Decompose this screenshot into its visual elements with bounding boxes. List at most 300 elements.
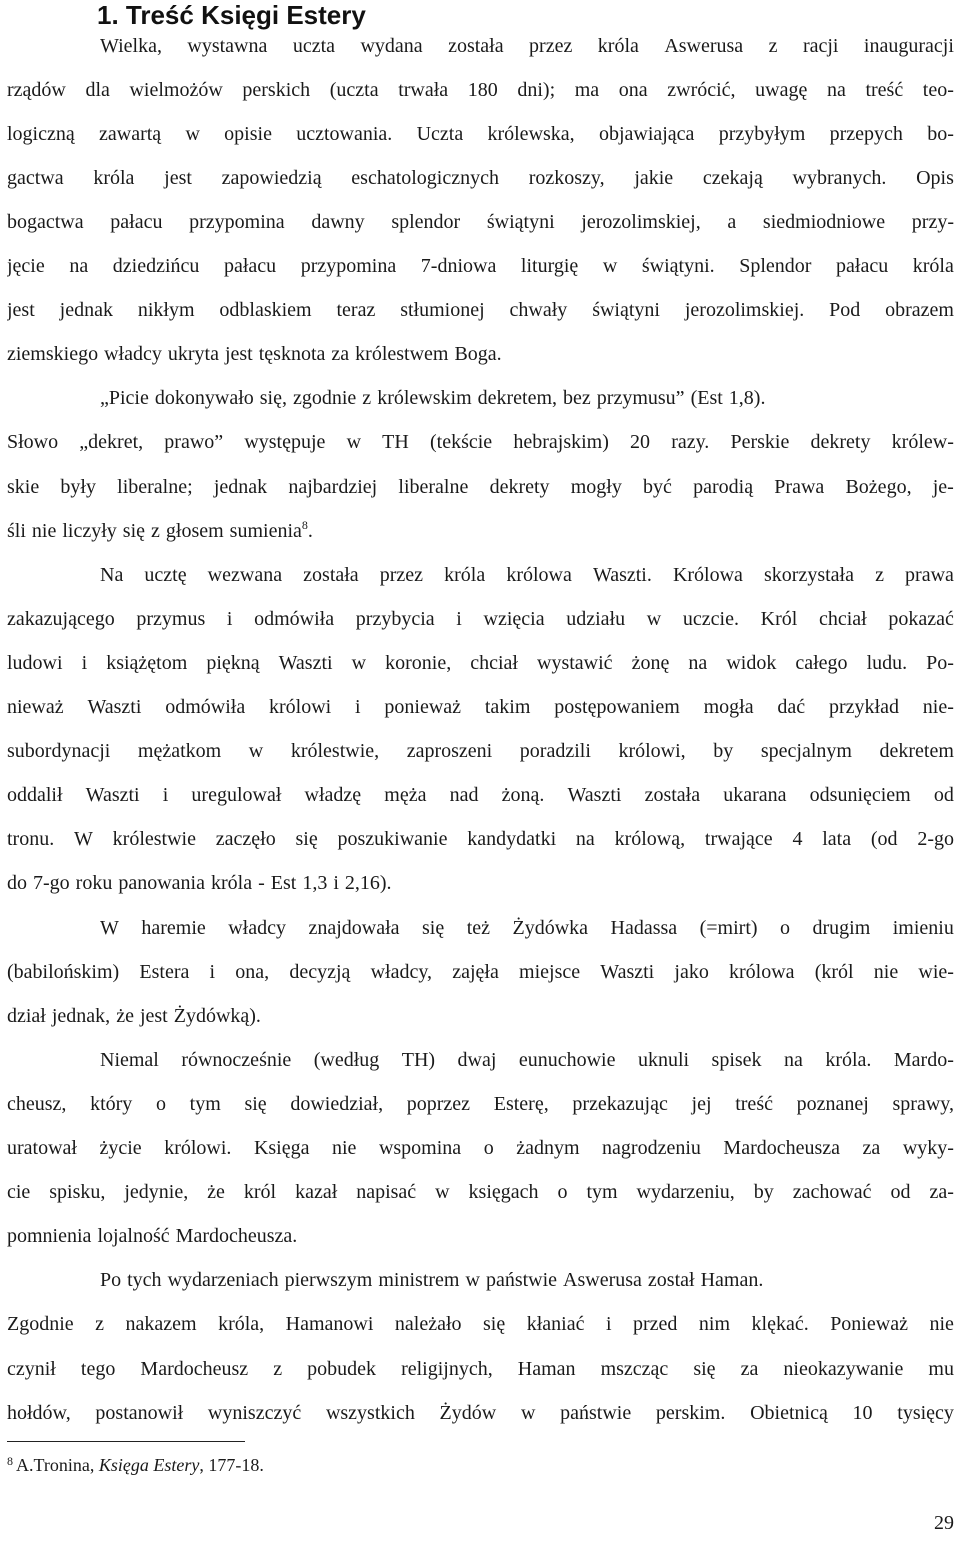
- word: dowiedział,: [290, 1092, 384, 1115]
- word: i: [162, 784, 169, 807]
- word: dawny: [311, 210, 365, 233]
- word: króla: [444, 563, 486, 586]
- word: Waszti.: [592, 563, 652, 586]
- word: znajdowała: [308, 916, 400, 939]
- word: z: [151, 519, 160, 542]
- text-line: [100, 908, 954, 948]
- word: o: [483, 1137, 494, 1159]
- word: władcy: [228, 916, 286, 939]
- word: władcy,: [370, 960, 433, 983]
- word: za: [331, 343, 350, 366]
- word: jest: [164, 166, 192, 189]
- word: przybyłym: [718, 122, 806, 145]
- word: żoną.: [501, 784, 545, 807]
- word: Żydówka: [512, 916, 589, 939]
- word: rządów: [7, 78, 66, 101]
- word: uczcie.: [682, 607, 739, 630]
- word: nakazem: [125, 1313, 197, 1336]
- word: Waszti: [278, 651, 333, 674]
- word: Hamanowi: [285, 1313, 374, 1336]
- word: racji: [802, 34, 839, 57]
- text-line: [7, 1084, 954, 1124]
- word: pobudek: [307, 1357, 377, 1380]
- word: się: [422, 916, 445, 939]
- word: tym: [586, 1181, 618, 1204]
- word: były: [60, 475, 96, 498]
- word: króla: [597, 34, 639, 57]
- word: zachować: [792, 1181, 872, 1204]
- word: ponieważ: [384, 696, 462, 718]
- word: i: [81, 651, 88, 674]
- word: życie: [99, 1137, 142, 1159]
- word: dekretem: [879, 740, 954, 763]
- word: głosem: [165, 519, 224, 542]
- word: treść: [735, 1092, 773, 1115]
- word: ziemskiego: [7, 343, 99, 366]
- word: przybycia: [355, 607, 435, 630]
- word: żadnym: [516, 1137, 580, 1159]
- word: występuje: [244, 431, 326, 454]
- word: przez: [529, 34, 573, 57]
- word: równocześnie: [181, 1048, 292, 1071]
- word: Haman.: [700, 1269, 764, 1292]
- text-line: [7, 952, 954, 992]
- word: w: [520, 1401, 536, 1424]
- text-line: [7, 1349, 954, 1389]
- word: na: [575, 828, 595, 851]
- word: treść: [865, 78, 904, 101]
- footnote-reference: 8: [301, 517, 308, 532]
- word: prawo”: [164, 431, 224, 454]
- word: królewskim: [377, 387, 472, 410]
- word: Królowa: [672, 563, 743, 586]
- word: „dekret,: [79, 431, 144, 454]
- word: (uczta: [329, 78, 379, 101]
- word: prawa: [905, 563, 954, 586]
- word: uwagę: [755, 78, 808, 101]
- word: w: [248, 740, 264, 763]
- word: ukarana: [723, 784, 787, 807]
- word: jerozolimskiej.: [684, 299, 805, 322]
- text-line: [100, 1040, 954, 1080]
- word: razy.: [671, 431, 710, 454]
- section-heading: 1. Treść Księgi Estery: [97, 0, 366, 30]
- word: na: [783, 1048, 803, 1071]
- word: pomnienia: [7, 1225, 92, 1248]
- word: od: [890, 1181, 911, 1204]
- word: opisie: [224, 122, 272, 145]
- word: Na: [100, 563, 124, 586]
- word: o: [155, 1092, 166, 1115]
- word: Zgodnie: [7, 1313, 74, 1336]
- word: został: [647, 1269, 695, 1292]
- word: oddalił: [7, 784, 63, 807]
- word: a: [727, 210, 737, 233]
- word: drugim: [812, 916, 871, 939]
- word: by: [713, 740, 734, 763]
- word: haremie: [141, 916, 206, 939]
- word: nie: [873, 960, 899, 983]
- word: wzięcia: [483, 607, 545, 630]
- word: Boga.: [454, 343, 502, 366]
- word: odmówiła: [254, 607, 335, 630]
- word: królowa: [729, 960, 795, 983]
- word: (od: [870, 828, 898, 851]
- word: inauguracji: [863, 34, 954, 57]
- word: Mardo-: [893, 1048, 954, 1071]
- word: miejsce: [519, 960, 581, 983]
- word: jednak: [213, 475, 268, 498]
- word: zajęła: [452, 960, 499, 983]
- word: skie: [7, 475, 40, 498]
- word: nie: [929, 1313, 954, 1336]
- word: jednak: [59, 299, 113, 322]
- footnote: [7, 1449, 264, 1473]
- word: 7-dniowa: [420, 255, 497, 277]
- word: który: [90, 1092, 133, 1115]
- word: jest: [139, 1004, 168, 1027]
- word: państwie: [560, 1401, 632, 1424]
- word: w: [602, 255, 618, 277]
- word: mszcząc: [600, 1357, 669, 1380]
- text-line: [7, 819, 954, 859]
- word: Opis: [916, 166, 954, 189]
- word: Ponieważ: [830, 1313, 908, 1336]
- footnote-number: 8: [7, 1454, 13, 1468]
- word: zgodnie: [292, 387, 357, 410]
- word: dekrety: [489, 475, 550, 498]
- word: trwające: [704, 828, 773, 851]
- word: nieokazywanie: [783, 1357, 904, 1380]
- word: chciał: [470, 651, 518, 674]
- word: zapowiedzią: [221, 166, 322, 189]
- word: mogły: [570, 475, 622, 498]
- word: liczyły: [62, 519, 117, 542]
- word: dać: [777, 696, 806, 718]
- text-line: [7, 158, 954, 198]
- word: wydarzeniach: [167, 1269, 279, 1292]
- word: specjalnym: [760, 740, 852, 763]
- word: hołdów,: [7, 1401, 71, 1424]
- word: bez: [563, 387, 591, 410]
- word: Po-: [926, 651, 954, 674]
- text-line: [7, 996, 954, 1036]
- word: żonę: [631, 651, 670, 674]
- word: w: [346, 431, 362, 454]
- word: ludowi: [7, 651, 63, 674]
- word: w: [465, 1269, 480, 1292]
- word: jej: [691, 1092, 712, 1115]
- word: przymusu”: [596, 387, 685, 410]
- footnote-author: A.Tronina,: [16, 1455, 99, 1475]
- word: przykład: [828, 696, 899, 718]
- word: władcy: [104, 343, 162, 366]
- word: królestwem: [355, 343, 449, 366]
- text-line: [7, 1128, 954, 1168]
- word: TH): [401, 1048, 436, 1071]
- text-line: [7, 70, 954, 110]
- word: króla: [912, 255, 954, 277]
- word: zwrócić,: [667, 78, 736, 101]
- word: kazał: [295, 1181, 338, 1204]
- word: że: [207, 1181, 225, 1204]
- word: królowa: [506, 563, 572, 586]
- word: i: [333, 872, 339, 895]
- word: została: [448, 34, 504, 57]
- word: nie: [332, 1137, 357, 1159]
- word: Niemal: [100, 1048, 159, 1071]
- word: wie-: [918, 960, 954, 983]
- word: króla,: [218, 1313, 265, 1336]
- word: świątyni: [592, 299, 660, 322]
- word: dekrety: [810, 431, 871, 454]
- word: poznanej: [796, 1092, 869, 1115]
- word: Waszti: [600, 960, 655, 983]
- word: za-: [929, 1181, 954, 1204]
- word: świątyni.: [641, 255, 715, 277]
- word: W: [100, 916, 119, 939]
- text-line: [7, 643, 954, 683]
- word: 2,16).: [344, 872, 392, 895]
- word: W: [74, 828, 93, 851]
- word: tym: [189, 1092, 221, 1115]
- word: (babilońskim): [7, 960, 120, 983]
- word: w: [185, 122, 200, 145]
- word: Król: [760, 607, 798, 630]
- word: 1,3: [302, 872, 328, 895]
- word: postępowaniem: [554, 696, 680, 718]
- word: Uczta: [416, 122, 464, 145]
- text-line: [7, 1304, 954, 1344]
- word: się: [483, 1313, 506, 1336]
- word: ministrem: [378, 1269, 460, 1292]
- footnote-title: Księga Estery: [98, 1455, 200, 1475]
- word: królestwie: [112, 828, 196, 851]
- word: religijnych,: [401, 1357, 493, 1380]
- word: przymus: [136, 607, 206, 630]
- text-line: [7, 687, 954, 727]
- word: Splendor: [739, 255, 812, 277]
- word: przypomina: [300, 255, 397, 277]
- word: czekają: [702, 166, 763, 189]
- word: tego: [80, 1357, 116, 1380]
- word: króla: [210, 872, 253, 895]
- word: się: [295, 828, 318, 851]
- word: objawiająca: [598, 122, 695, 145]
- word: jest: [224, 343, 253, 366]
- text-line: [7, 334, 954, 374]
- text-line: [7, 775, 954, 815]
- word: uknuli: [637, 1048, 690, 1071]
- word: odsunięciem: [809, 784, 911, 807]
- word: (król: [814, 960, 854, 983]
- word: wydarzeniu,: [636, 1181, 735, 1204]
- text-line: [7, 1216, 954, 1256]
- word: w: [646, 607, 662, 630]
- word: pałacu: [110, 210, 163, 233]
- word: -: [258, 872, 265, 895]
- word: królową,: [614, 828, 686, 851]
- word: ukryta: [167, 343, 219, 366]
- word: nagrodzeniu: [602, 1137, 701, 1159]
- word: odmówiła: [165, 696, 246, 718]
- word: od: [933, 784, 954, 807]
- word: parodią: [693, 475, 754, 498]
- word: wystawić: [537, 651, 613, 674]
- word: i: [605, 1313, 612, 1336]
- word: się: [693, 1357, 716, 1380]
- word: postanowił: [95, 1401, 184, 1424]
- word: napisać: [356, 1181, 417, 1204]
- word: spisku,: [49, 1181, 106, 1204]
- word: mogła: [703, 696, 754, 718]
- word: nad: [449, 784, 479, 807]
- word: widok: [726, 651, 777, 674]
- word: Aswerusa: [563, 1269, 642, 1292]
- word: pokazać: [888, 607, 954, 630]
- word: Esterę,: [493, 1092, 549, 1115]
- word: całego: [795, 651, 848, 674]
- word: siedmiodniowe: [762, 210, 886, 233]
- word: nieważ: [7, 696, 64, 718]
- word: w: [435, 1181, 450, 1204]
- word: eunuchowie: [518, 1048, 616, 1071]
- word: tronu.: [7, 828, 55, 851]
- word: czynił: [7, 1357, 56, 1380]
- word: należało: [394, 1313, 462, 1336]
- text-line: [7, 246, 954, 286]
- word: hebrajskim): [513, 431, 609, 454]
- word: przekazując: [572, 1092, 668, 1115]
- word: wystawna: [187, 34, 268, 57]
- word: 2-go: [917, 828, 954, 851]
- word: roku: [75, 872, 113, 895]
- word: króla: [93, 166, 135, 189]
- word: Est: [270, 872, 297, 895]
- word: wyniszczyć: [207, 1401, 302, 1424]
- word: nikłym: [137, 299, 195, 322]
- word: gactwa: [7, 166, 64, 189]
- text-line: [7, 290, 954, 330]
- word: wielmożów: [129, 78, 223, 101]
- word: kandydatki: [467, 828, 557, 851]
- word: dekretem,: [477, 387, 558, 410]
- word: i: [209, 960, 216, 983]
- word: dziedzińcu: [112, 255, 200, 277]
- word: chciał: [818, 607, 867, 630]
- word: Pod: [829, 299, 861, 322]
- word: królowi: [269, 696, 332, 718]
- word: logiczną: [7, 122, 75, 145]
- word: jako: [674, 960, 709, 983]
- word: królew-: [891, 431, 954, 454]
- word: z: [768, 34, 778, 57]
- word: imieniu: [892, 916, 954, 939]
- word: dokonywało: [154, 387, 254, 410]
- word: królowi.: [164, 1137, 232, 1159]
- word: poprzez: [406, 1092, 471, 1115]
- word: liberalne: [398, 475, 469, 498]
- word: wezwana: [207, 563, 283, 586]
- word: tęsknota: [258, 343, 326, 366]
- word: do: [7, 872, 27, 895]
- word: Mardocheusz: [140, 1357, 249, 1380]
- word: się,: [259, 387, 287, 410]
- word: uratował: [7, 1137, 77, 1159]
- word: o: [557, 1181, 568, 1204]
- page-number: 29: [934, 1512, 954, 1534]
- word: i: [355, 696, 361, 718]
- word: 10: [852, 1401, 873, 1424]
- word: spisek: [711, 1048, 762, 1071]
- word: zaproszeni: [406, 740, 493, 763]
- word: dla: [85, 78, 110, 101]
- word: wszystkich: [325, 1401, 415, 1424]
- word: udziału: [566, 607, 626, 630]
- word: (Est: [690, 387, 723, 410]
- word: (=mirt): [699, 916, 758, 939]
- word: z: [362, 387, 372, 410]
- text-line: [100, 26, 954, 66]
- word: chwały: [509, 299, 568, 322]
- word: została: [303, 563, 359, 586]
- word: ona,: [235, 960, 270, 983]
- word: nie-: [922, 696, 954, 718]
- word: najbardziej: [288, 475, 378, 498]
- word: świątyni: [486, 210, 555, 233]
- word: wspomina: [378, 1137, 462, 1159]
- word: eschatologicznych: [351, 166, 499, 189]
- word: mu: [928, 1357, 954, 1380]
- word: (według: [313, 1048, 380, 1071]
- word: królowi,: [618, 740, 686, 763]
- word: uregulował: [191, 784, 282, 807]
- word: subordynacji: [7, 740, 111, 763]
- text-line: [100, 378, 954, 418]
- text-line: [7, 467, 954, 507]
- word: Żydów: [439, 1401, 497, 1424]
- word: 20: [630, 431, 651, 454]
- word: (tekście: [430, 431, 493, 454]
- word: decyzją: [289, 960, 351, 983]
- word: księgach: [468, 1181, 539, 1204]
- word: Prawa: [774, 475, 825, 498]
- text-line: [7, 731, 954, 771]
- word: trwała: [398, 78, 449, 101]
- word: że: [116, 1004, 134, 1027]
- word: koronie,: [385, 651, 452, 674]
- word: tych: [127, 1269, 162, 1292]
- word: teraz: [336, 299, 376, 322]
- word: król: [243, 1181, 277, 1204]
- word: jęcie: [7, 255, 45, 277]
- text-line: [7, 114, 954, 154]
- word: TH: [382, 431, 409, 454]
- word: nim: [698, 1313, 731, 1336]
- word: ma: [574, 78, 600, 101]
- text-line: [7, 1393, 954, 1433]
- word: na: [69, 255, 89, 277]
- text-line: [7, 1172, 954, 1212]
- word: panowania: [118, 872, 205, 895]
- word: stłumionej: [400, 299, 485, 322]
- word: za: [740, 1357, 759, 1380]
- word: dwaj: [457, 1048, 497, 1071]
- text-line: [7, 863, 954, 903]
- word: lata: [822, 828, 852, 851]
- word: ona: [618, 78, 648, 101]
- word: sprawy,: [892, 1092, 954, 1115]
